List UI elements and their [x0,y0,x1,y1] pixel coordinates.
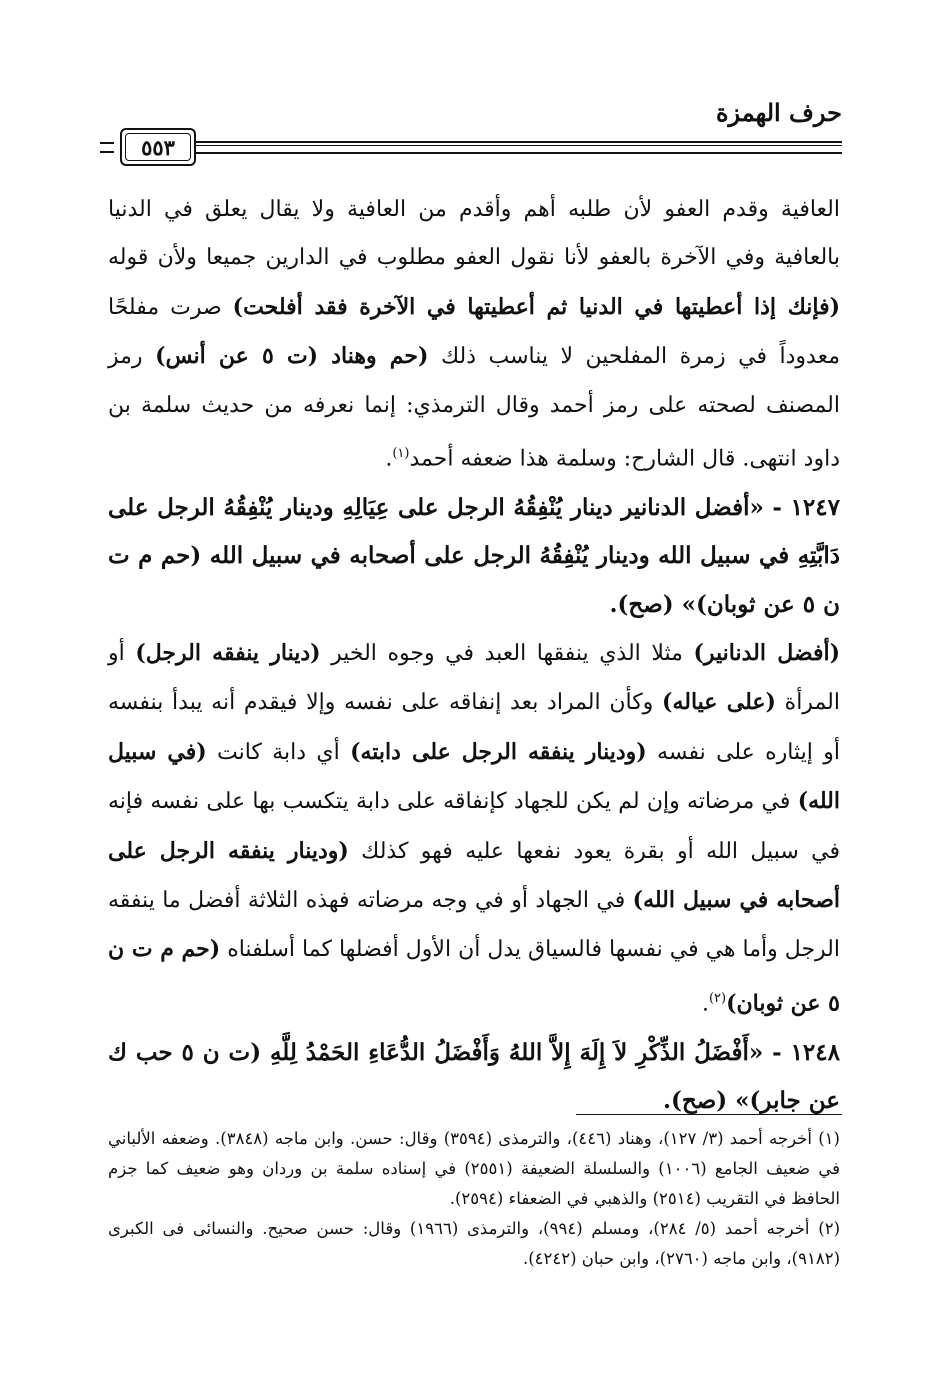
commentary-text: أي دابة كانت [217,739,340,765]
commentary-paragraph-2 [108,629,840,1029]
double-rule [196,141,842,154]
commentary-text: مثلا الذي ينفقها العبد في وجوه الخير [331,640,683,666]
period: . [385,446,393,472]
lemma-bold: (أفضل الدنانير) [693,639,840,666]
commentary-text: صرت مفلحًا معدوداً في زمرة المفلحين لا يناسب ذلك [108,294,840,370]
lemma-bold: (دينار ينفقه الرجل) [135,639,321,666]
source-symbols-bold: (حم م ت ن ٥ عن ثوبان) [108,936,840,1017]
footnote-1: (١) أخرجه أحمد (٣/ ١٢٧)، وهناد (٤٤٦)، والترمذى (٣٥٩٤) وقال: حسن. وابن ماجه (٣٨٤٨). وضعفه الألباني في ضعيف الجامع (١٠٠٦) والسلسلة الضعيفة (٢٥٥١) في إسناده سلمة بن وردان وهو ضعيف كما جزم الحافظ في التقريب (٢٥١٤) والذهبي في الضعفاء (٢٥٩٤). [108,1129,840,1208]
footnote-ref-2: (٢) [708,990,727,1006]
page-number-box [120,128,196,166]
commentary-text: في الجهاد أو في وجه مرضاته فهذه الثلاثة أفضل ما ينفقه الرجل وأما هي في نفسها فالسياق يدل أن الأول أفضلها كما أسلفناه [108,888,840,963]
footnote-2: (٢) أخرجه أحمد (٥/ ٢٨٤)، ومسلم (٩٩٤)، والترمذى (١٩٦٦) وقال: حسن صحيح. والنسائى فى الكبرى (٩١٨٢)، وابن ماجه (٢٧٦٠)، وابن حبان (٤٢٤٢). [108,1219,840,1268]
footnote-separator [576,1114,842,1115]
lemma-bold: (ودينار ينفقه الرجل على أصحابه في سبيل الله) [108,837,840,914]
source-symbols-bold: (حم وهناد (ت ٥ عن أنس) [155,343,429,370]
footnote-ref-1: (١) [392,446,410,462]
commentary-text: في مرضاته وإن لم يكن للجهاد كإنفاقه على دابة يتكسب بها على نفسه فإنه في سبيل الله أو بقرة يعود نفعها عليه فهو كذلك [108,789,840,864]
lemma-bold: (في سبيل الله) [108,738,840,815]
page-number-dash [100,142,114,153]
lemma-bold: (ودينار ينفقه الرجل على دابته) [350,738,647,765]
quoted-hadith-bold: (فإنك إذا أعطيتها في الدنيا ثم أعطيتها في الآخرة فقد أفلحت) [232,293,841,320]
footnotes [108,1124,840,1274]
commentary-text: رمز المصنف لصحته على رمز أحمد وقال الترمذي: إنما نعرفه من حديث سلمة بن داود انتهى. قال الشارح: وسلمة هذا ضعفه أحمد [108,344,840,472]
lemma-bold: (على عياله) [662,689,776,716]
header-rule [100,136,842,162]
running-head: حرف الهمزة [715,98,842,127]
hadith-1248: ١٢٤٨ - «أَفْضَلُ الذِّكْرِ لاَ إِلَهَ إِلاَّ اللهُ وَأَفْضَلُ الدُّعَاءِ الحَمْدُ لِلَّهِ (ت ن ٥ حب ك عن جابر)» (صح). [108,1038,840,1114]
hadith-1247: ١٢٤٧ - «أفضل الدنانير دينار يُنْفِقُهُ الرجل على عِيَالِهِ ودينار يُنْفِقُهُ الرجل على دَابَّتِهِ في سبيل الله ودينار يُنْفِقُهُ الرجل على أصحابه في سبيل الله (حم م ت ن ٥ عن ثوبان)» (صح). [108,493,840,618]
period: . [701,991,709,1017]
main-text [108,186,840,1125]
commentary-text: العافية وقدم العفو لأن طلبه أهم وأقدم من العافية ولا يقال يعلق في الدنيا بالعافية وفي الآخرة بالعفو لأنا نقول العفو مطلوب في الدارين جميعا ولأن قوله [108,197,840,271]
commentary-paragraph-1 [108,186,840,484]
commentary-text: أو المرأة [108,640,840,716]
page-number: ٥٥٣ [141,134,175,160]
commentary-text: وكأن المراد بعد إنفاقه على نفسه وإلا فيقدم أنه يبدأ بنفسه أو إيثاره على نفسه [108,690,840,765]
